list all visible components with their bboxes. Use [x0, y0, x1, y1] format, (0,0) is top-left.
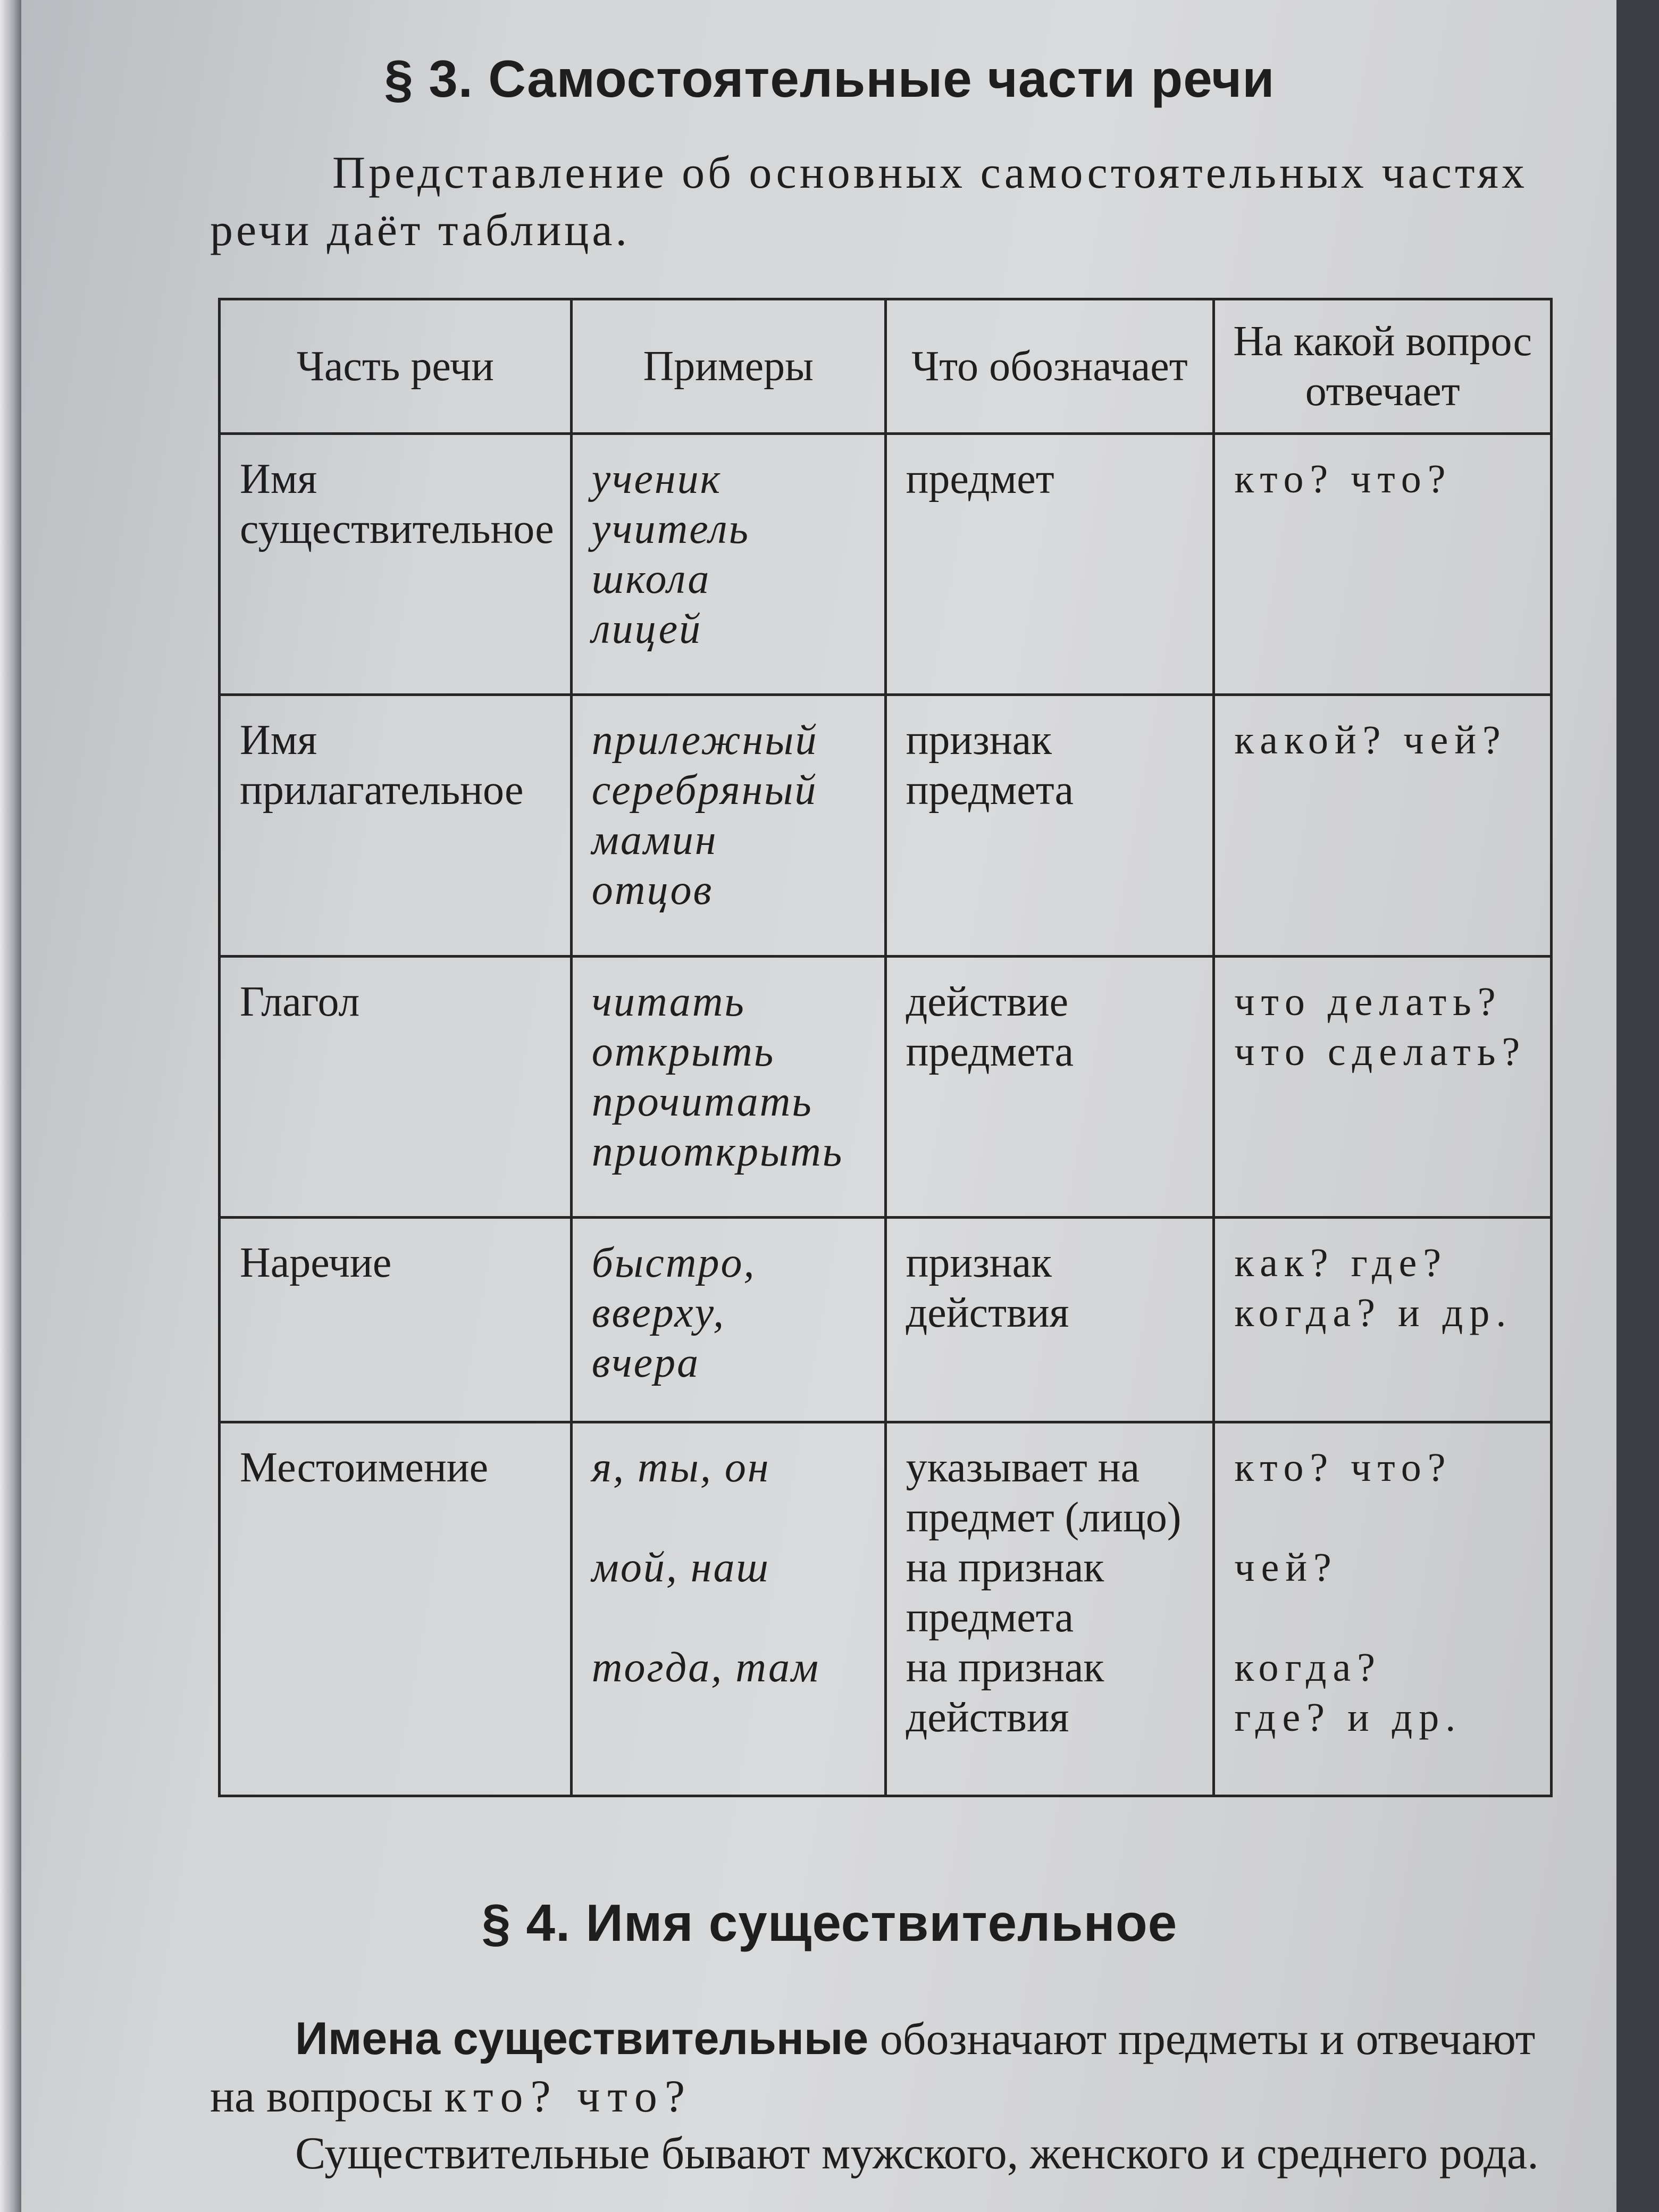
example-word: школа — [591, 556, 711, 602]
cell-examples — [571, 434, 885, 695]
table-row — [220, 956, 1552, 1217]
question-line: где? и др. — [1234, 1695, 1462, 1740]
cell-part: Наречие — [220, 1217, 572, 1422]
meaning-line: на признак — [906, 1544, 1104, 1591]
cell-part: Имя прилагательное — [220, 695, 572, 956]
example-word: прилежный — [591, 717, 818, 764]
question-line: чей? — [1234, 1545, 1338, 1590]
cell-part: Местоимение — [220, 1422, 572, 1796]
page-edge — [0, 0, 21, 2212]
question-line: кто? что? — [1234, 457, 1452, 501]
header-meaning: Что обозначает — [885, 299, 1214, 434]
bold-term: Имена существительные — [295, 2013, 869, 2064]
question-line: когда? — [1234, 1645, 1382, 1690]
meaning-line: действие — [906, 978, 1069, 1025]
example-word: быстро, — [591, 1239, 756, 1286]
example-word: лицей — [591, 606, 702, 652]
example-word: мой, наш — [591, 1544, 770, 1591]
header-question: На какой вопрос отвечает — [1214, 299, 1552, 434]
meaning-line: предмета — [906, 1594, 1074, 1641]
cell-question — [1214, 1422, 1552, 1796]
section-4-heading: § 4. Имя существительное — [481, 1893, 1178, 1952]
cell-meaning — [885, 956, 1214, 1217]
question-line: когда? и др. — [1234, 1290, 1513, 1335]
question-line: как? где? — [1234, 1240, 1448, 1285]
question-words: кто? что? — [444, 2071, 692, 2122]
cell-examples — [571, 956, 885, 1217]
question-line: кто? что? — [1234, 1445, 1452, 1490]
example-word: приоткрыть — [591, 1128, 844, 1175]
meaning-line: указывает на — [906, 1444, 1140, 1492]
section-4-paragraph-2: Существительные бывают мужского, женского и среднего рода. — [295, 2127, 1539, 2179]
meaning-line: предмет (лицо) — [906, 1494, 1182, 1541]
cell-examples — [571, 1422, 885, 1796]
table-row — [220, 1422, 1552, 1796]
section-3-intro: Представление об основных самостоятельных частях речи даёт таблица. — [210, 147, 1528, 255]
cell-examples — [571, 695, 885, 956]
header-examples: Примеры — [571, 299, 885, 434]
question-line: что делать? — [1234, 979, 1502, 1024]
cell-question — [1214, 434, 1552, 695]
meaning-line: предмета — [906, 767, 1074, 814]
example-word: отцов — [591, 867, 714, 914]
cell-examples — [571, 1217, 885, 1422]
meaning-line: действия — [906, 1694, 1069, 1741]
example-word: учитель — [591, 506, 750, 552]
table-row — [220, 1217, 1552, 1422]
section-4-paragraph-1 — [210, 2010, 1550, 2125]
parts-of-speech-table — [218, 298, 1553, 1797]
cell-question — [1214, 956, 1552, 1217]
cell-part: Глагол — [220, 956, 572, 1217]
cell-question — [1214, 1217, 1552, 1422]
example-word: ученик — [591, 456, 722, 502]
example-word: тогда, там — [591, 1644, 820, 1691]
question-line: какой? чей? — [1234, 718, 1507, 763]
example-word: серебряный — [591, 767, 818, 814]
example-word: я, ты, он — [591, 1444, 770, 1492]
example-word: открыть — [591, 1028, 775, 1075]
cell-meaning — [885, 1422, 1214, 1796]
table-row — [220, 695, 1552, 956]
section-3-heading: § 3. Самостоятельные части речи — [384, 49, 1275, 108]
cell-meaning — [885, 695, 1214, 956]
cell-meaning — [885, 434, 1214, 695]
cell-meaning — [885, 1217, 1214, 1422]
meaning-line: действия — [906, 1289, 1069, 1336]
table-header-row — [220, 299, 1552, 434]
table-row — [220, 434, 1552, 695]
cell-question — [1214, 695, 1552, 956]
cell-part: Имя существительное — [220, 434, 572, 695]
paragraph-text: обозначают предметы и отвечают на вопросы — [210, 2013, 1536, 2122]
example-word: мамин — [591, 817, 718, 864]
meaning-line: признак — [906, 717, 1052, 764]
question-line: что сделать? — [1234, 1029, 1527, 1074]
header-part-of-speech: Часть речи — [220, 299, 572, 434]
meaning-line: на признак — [906, 1644, 1104, 1691]
meaning-line: предмет — [906, 456, 1054, 502]
example-word: вверху, — [591, 1289, 726, 1336]
meaning-line: признак — [906, 1239, 1052, 1286]
example-word: читать — [591, 978, 745, 1025]
example-word: прочитать — [591, 1078, 813, 1125]
meaning-line: предмета — [906, 1028, 1074, 1075]
example-word: вчера — [591, 1339, 700, 1386]
